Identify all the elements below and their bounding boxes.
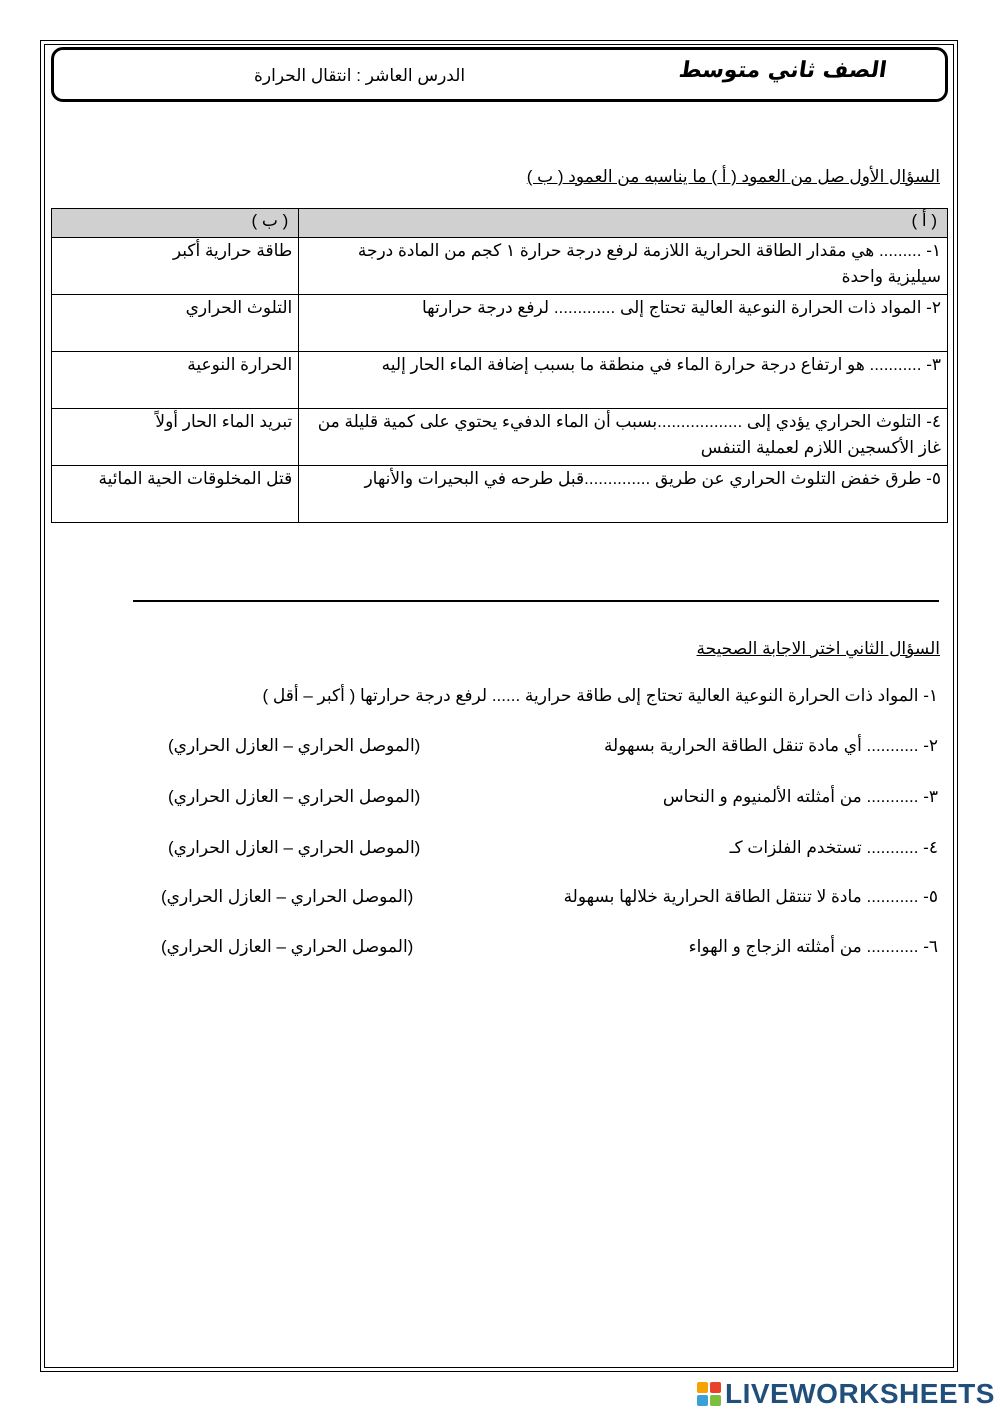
- question2-title: السؤال الثاني اختر الاجابة الصحيحة: [696, 639, 940, 658]
- table-row: [52, 352, 948, 409]
- mc-question-text[interactable]: ٦- ........... من أمثلته الزجاج و الهواء: [688, 937, 938, 956]
- table-row: [52, 409, 948, 466]
- mc-question: [98, 736, 938, 766]
- mc-options: (الموصل الحراري – العازل الحراري): [168, 838, 421, 857]
- liveworksheets-logo-icon: [697, 1382, 721, 1406]
- mc-question-text[interactable]: ٥- ........... مادة لا تنتقل الطاقة الحرارية خلالها بسهولة: [563, 887, 938, 906]
- mc-question: [98, 887, 938, 917]
- mc-options: (الموصل الحراري – العازل الحراري): [161, 887, 414, 906]
- column-b-cell[interactable]: التلوث الحراري: [52, 295, 299, 352]
- section-divider: [133, 600, 939, 602]
- question1-title: السؤال الأول صل من العمود ( أ ) ما يناسبه من العمود ( ب ): [526, 167, 940, 186]
- logo-square: [697, 1395, 708, 1406]
- column-a-cell: ٥- طرق خفض التلوث الحراري عن طريق ..............قبل طرحه في البحيرات والأنهار: [299, 466, 948, 523]
- mc-options: (الموصل الحراري – العازل الحراري): [168, 787, 421, 806]
- liveworksheets-logo: [697, 1380, 995, 1408]
- column-b-cell[interactable]: طاقة حرارية أكبر: [52, 238, 299, 295]
- table-row: [52, 295, 948, 352]
- column-a-cell: ٢- المواد ذات الحرارة النوعية العالية تحتاج إلى ............. لرفع درجة حرارتها: [299, 295, 948, 352]
- column-b-header: ( ب ): [52, 209, 299, 238]
- mc-question: [98, 686, 938, 716]
- mc-question-text[interactable]: ٣- ........... من أمثلته الألمنيوم و النحاس: [662, 787, 938, 806]
- column-a-cell: ٤- التلوث الحراري يؤدي إلى ..................بسبب أن الماء الدفيء يحتوي على كمية قليلة من غاز الأكسجين اللازم لعملية التنفس: [299, 409, 948, 466]
- mc-options: (الموصل الحراري – العازل الحراري): [168, 736, 421, 755]
- mc-question-text[interactable]: ١- المواد ذات الحرارة النوعية العالية تحتاج إلى طاقة حرارية ...... لرفع درجة حرارتها ( أكبر – أقل ): [262, 686, 938, 705]
- matching-table: [51, 208, 948, 523]
- grade-title: الصف ثاني متوسط: [677, 58, 889, 83]
- logo-square: [710, 1382, 721, 1393]
- lesson-title: الدرس العاشر : انتقال الحرارة: [254, 66, 466, 85]
- column-a-cell: ٣- ........... هو ارتفاع درجة حرارة الماء في منطقة ما بسبب إضافة الماء الحار إليه: [299, 352, 948, 409]
- mc-question: [98, 937, 938, 967]
- table-row: [52, 238, 948, 295]
- logo-square: [710, 1395, 721, 1406]
- worksheet-header: [51, 47, 948, 102]
- mc-question-text[interactable]: ٤- ........... تستخدم الفلزات كـ: [729, 838, 938, 857]
- column-b-cell[interactable]: قتل المخلوقات الحية المائية: [52, 466, 299, 523]
- column-a-header: ( أ ): [299, 209, 948, 238]
- mc-question-text[interactable]: ٢- ........... أي مادة تنقل الطاقة الحرارية بسهولة: [603, 736, 938, 755]
- mc-question: [98, 838, 938, 868]
- logo-text: LIVEWORKSHEETS: [725, 1378, 995, 1409]
- matching-table-header: [52, 209, 948, 238]
- column-a-cell: ١- ......... هي مقدار الطاقة الحرارية اللازمة لرفع درجة حرارة ١ كجم من المادة درجة سيليزية واحدة: [299, 238, 948, 295]
- mc-question: [98, 787, 938, 817]
- logo-square: [697, 1382, 708, 1393]
- table-row: [52, 466, 948, 523]
- column-b-cell[interactable]: تبريد الماء الحار أولاً: [52, 409, 299, 466]
- mc-options: (الموصل الحراري – العازل الحراري): [161, 937, 414, 956]
- column-b-cell[interactable]: الحرارة النوعية: [52, 352, 299, 409]
